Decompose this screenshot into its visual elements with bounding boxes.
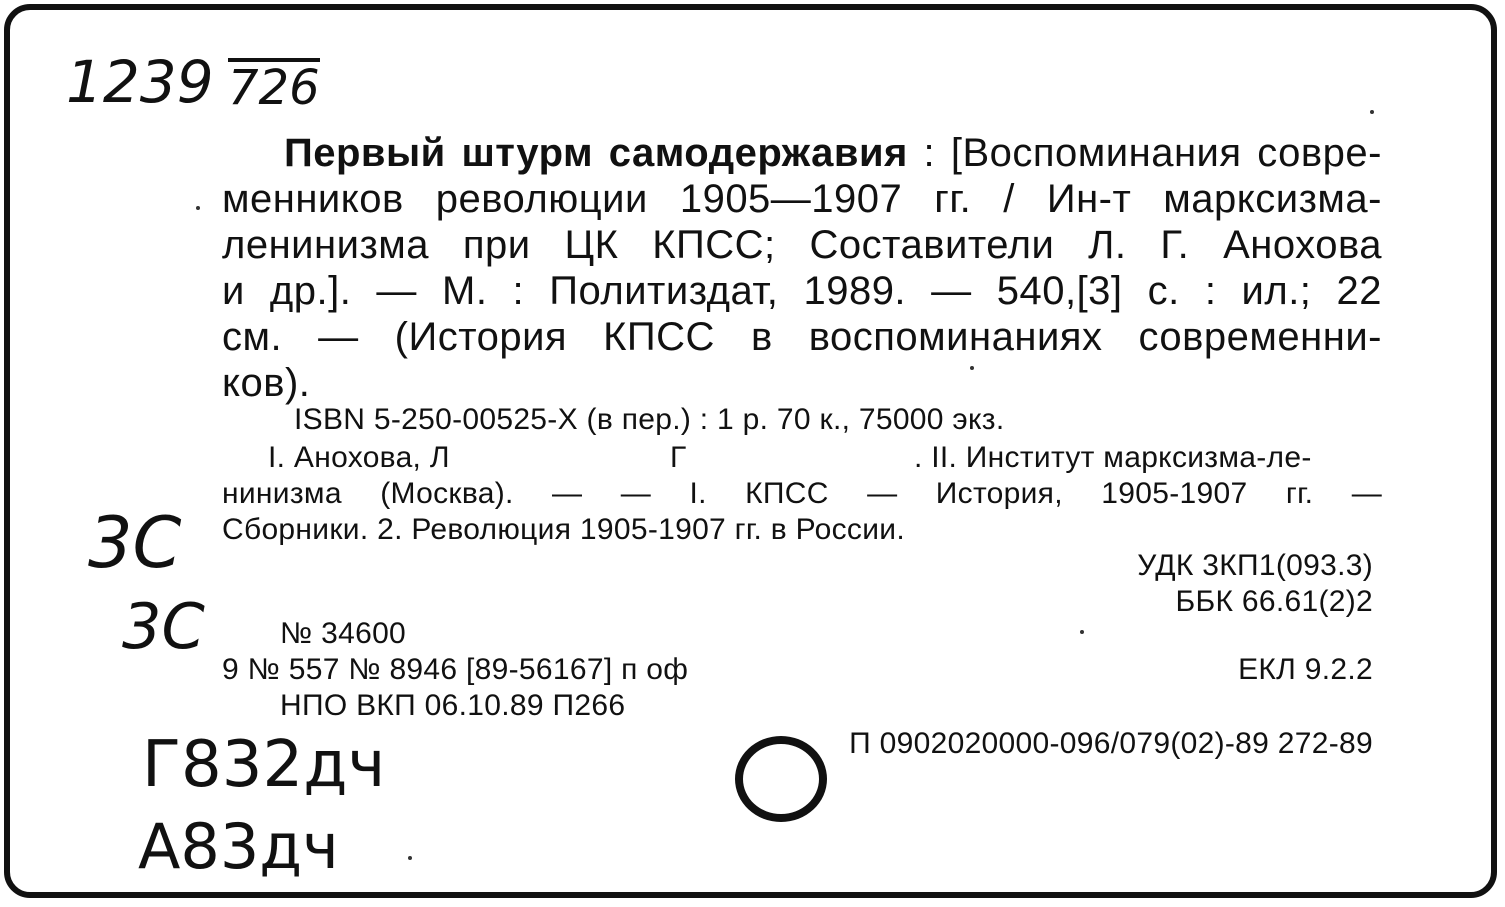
speck	[408, 856, 412, 860]
bbk-code: ББК 66.61(2)2	[1175, 585, 1373, 618]
index-line-3: Сборники. 2. Революция 1905-1907 гг. в России.	[222, 513, 905, 546]
handwritten-fraction: 726	[228, 60, 320, 116]
description-line-5: см. — (История КПСС в воспоминаниях современни-	[222, 315, 1382, 359]
index-line-1c: . II. Институт марксизма-ле-	[914, 441, 1312, 474]
index-line-1a: I. Анохова, Л	[268, 441, 450, 474]
description-line-1-rest: : [Воспоминания совре-	[907, 131, 1382, 175]
bibliographic-description	[222, 130, 1382, 406]
speck	[970, 366, 974, 370]
handwritten-code-1: Г832дч	[142, 728, 386, 802]
ekl-code: ЕКЛ 9.2.2	[1238, 653, 1373, 686]
description-line-4: и др.]. — М. : Политиздат, 1989. — 540,[3] с. : ил.; 22	[222, 269, 1382, 313]
index-line-2: нинизма (Москва). — — I. КПСС — История, 1905-1907 гг. —	[222, 477, 1382, 510]
handwritten-code-2: А83дч	[138, 810, 339, 883]
description-line-6: ков).	[222, 361, 311, 405]
speck	[1370, 110, 1374, 114]
handwritten-call-number: 1239	[66, 48, 214, 116]
speck	[1080, 630, 1084, 634]
description-line-2: менников революции 1905—1907 гг. / Ин-т марксизма-	[222, 177, 1382, 221]
print-order: 9 № 557 № 8946 [89-56167] п оф	[222, 653, 689, 686]
title-bold: Первый штурм самодержавия	[284, 131, 908, 175]
isbn-line: ISBN 5-250-00525-X (в пер.) : 1 р. 70 к., 75000 экз.	[294, 403, 1005, 436]
speck	[196, 206, 200, 210]
npo-line: НПО ВКП 06.10.89 П266	[280, 689, 626, 722]
handwritten-mark-3c-second: 3C	[122, 590, 205, 663]
index-line-1b: Г	[670, 441, 687, 474]
catalog-card	[4, 4, 1497, 898]
description-line-1	[222, 130, 1382, 176]
publisher-code: П 0902020000-096/079(02)-89 272-89	[849, 727, 1373, 760]
udk-code: УДК 3КП1(093.3)	[1137, 549, 1373, 582]
handwritten-mark-3c-first: 3C	[88, 502, 182, 584]
description-line-3: ленинизма при ЦК КПСС; Составители Л. Г. Анохова	[222, 223, 1382, 267]
print-number: № 34600	[280, 617, 407, 650]
circle-stamp	[735, 736, 827, 822]
